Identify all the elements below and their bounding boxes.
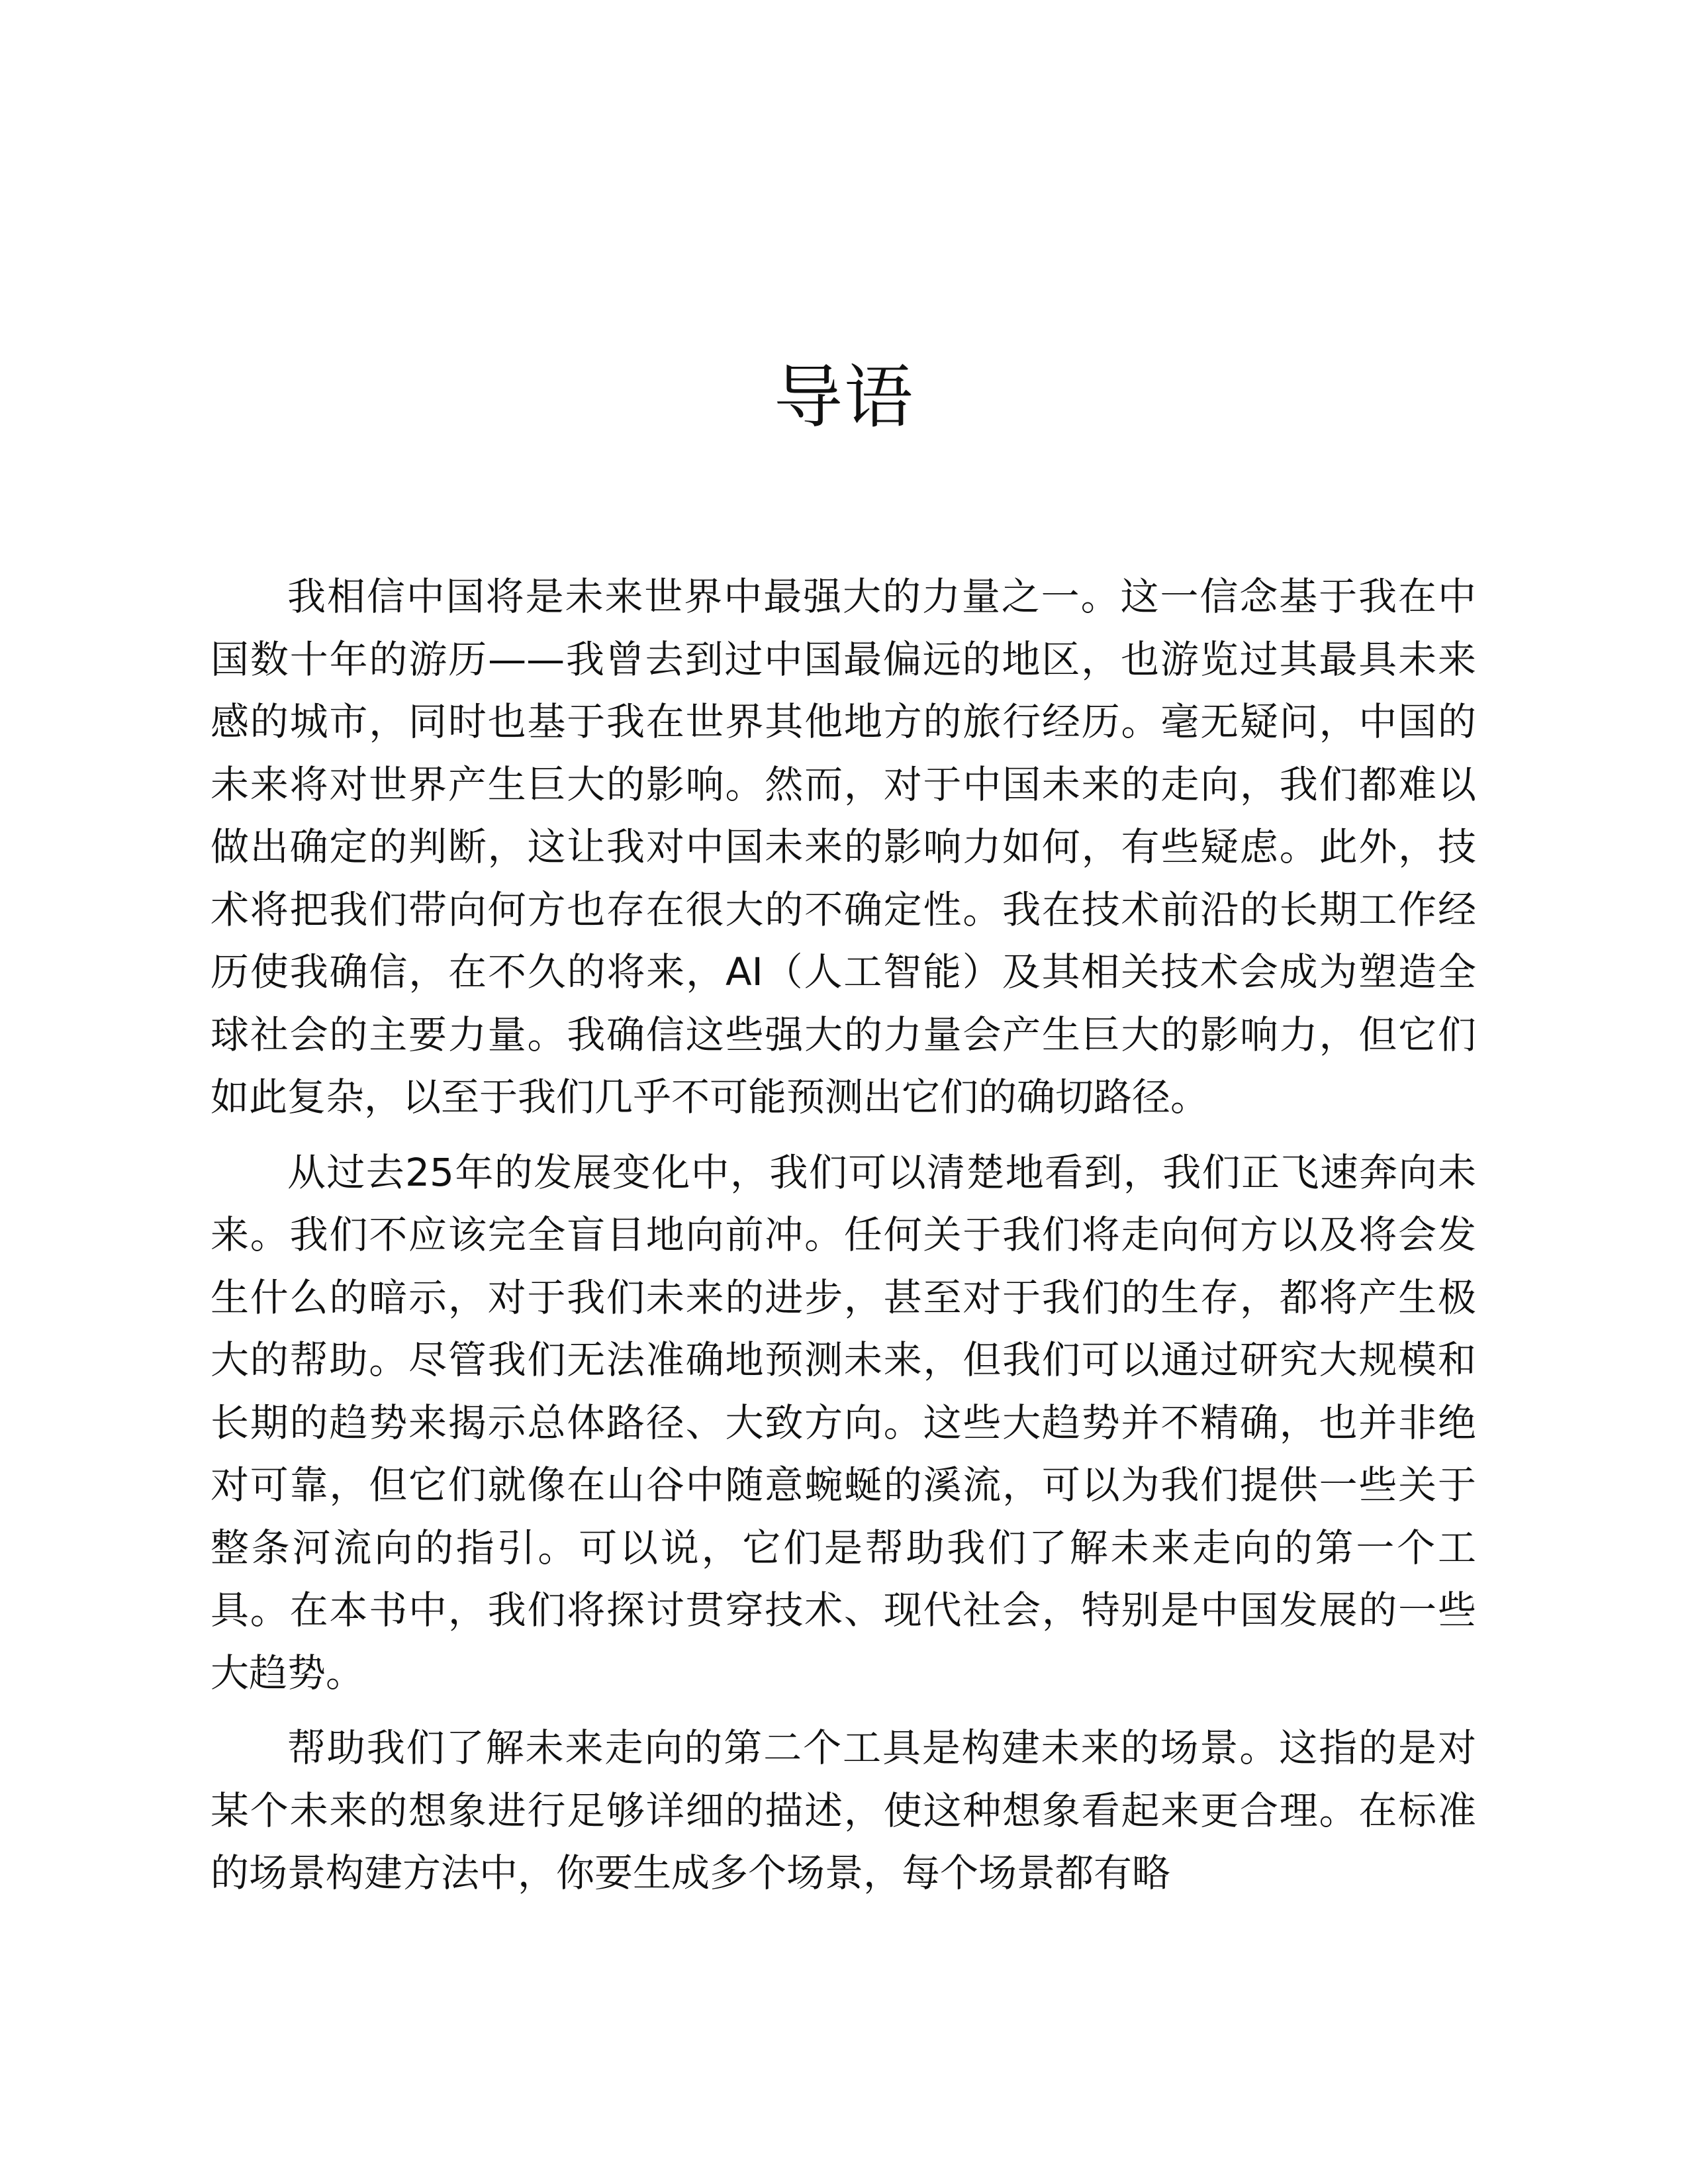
page-title: 导语: [773, 357, 914, 438]
paragraph-3: 帮助我们了解未来走向的第二个工具是构建未来的场景。这指的是对某个未来的想象进行足够详细的描述，使这种想象看起来更合理。在标准的场景构建方法中，你要生成多个场景，每个场景都有略: [211, 1725, 1476, 1895]
paragraph-2: 从过去25年的发展变化中，我们可以清楚地看到，我们正飞速奔向未来。我们不应该完全盲目地向前冲。任何关于我们将走向何方以及将会发生什么的暗示，对于我们未来的进步，甚至对于我们的生存，都将产生极大的帮助。尽管我们无法准确地预测未来，但我们可以通过研究大规模和长期的趋势来揭示总体路径、大致方向。这些大趋势并不精确，也并非绝对可靠，但它们就像在山谷中随意蜿蜒的溪流，可以为我们提供一些关于整条河流向的指引。可以说，它们是帮助我们了解未来走向的第一个工具。在本书中，我们将探讨贯穿技术、现代社会，特别是中国发展的一些大趋势。: [211, 1149, 1476, 1695]
paragraph-1: 我相信中国将是未来世界中最强大的力量之一。这一信念基于我在中国数十年的游历——我曾去到过中国最偏远的地区，也游览过其最具未来感的城市，同时也基于我在世界其他地方的旅行经历。毫无疑问，中国的未来将对世界产生巨大的影响。然而，对于中国未来的走向，我们都难以做出确定的判断，这让我对中国未来的影响力如何，有些疑虑。此外，技术将把我们带向何方也存在很大的不确定性。我在技术前沿的长期工作经历使我确信，在不久的将来，AI（人工智能）及其相关技术会成为塑造全球社会的主要力量。我确信这些强大的力量会产生巨大的影响力，但它们如此复杂，以至于我们几乎不可能预测出它们的确切路径。: [211, 574, 1476, 1119]
body-text: [211, 565, 1476, 1905]
